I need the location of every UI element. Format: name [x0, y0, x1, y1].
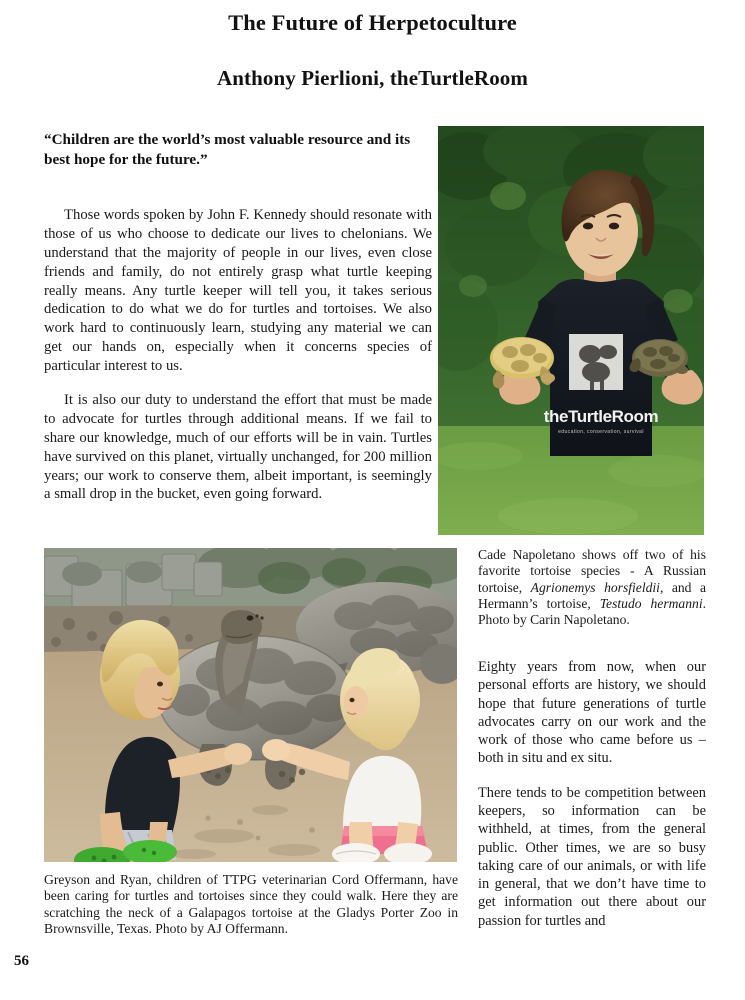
left-paragraph-2: It is also our duty to understand the effort that must be made to advocate for turtles through additional means. If we fail to share our knowledge, much of our efforts will be in vain. Turtles have survived on this planet, virtually unchanged, for 200 million years; our work to conserve them, albeit important, is seemingly a small drop in the bucket, even going forward.	[44, 392, 432, 503]
page-title: The Future of Herpetoculture	[228, 10, 517, 35]
caption-boy-species-russian: Agrionemys horsfieldii	[530, 579, 660, 595]
right-column-body	[478, 658, 706, 930]
right-paragraph-2: There tends to be competition between keepers, so information can be withheld, at times, from the general public. Other times, we are so busy taking care of our animals, or with life in general, that we don’t have time to get information out there about our passion for turtles and	[478, 784, 706, 929]
caption-boy-part-a: Cade Napoletano shows off two of his favorite tortoise species - A Russian tortoise,	[478, 547, 706, 595]
left-paragraph-1: Those words spoken by John F. Kennedy should resonate with those of us who choose to dedicate our lives to chelonians. We understand that the majority of people in our lives, even close friends and family, do not entirely grasp what turtle keeping really means. Any turtle keeper will tell you, it takes serious dedication to do what we do for turtles and tortoises. We also work hard to continuously learn, studying any material we can get our hands on, especially when it concerns species of particular interest to us.	[44, 207, 432, 375]
right-paragraph-1: Eighty years from now, when our personal efforts are history, we should hope that future generations of turtle advocates carry on our work and the work of those who came before us – both in situ and ex situ.	[478, 659, 706, 767]
photo-tortoise-illustration	[44, 548, 457, 862]
caption-photo-boy	[478, 547, 706, 629]
photo-children-with-galapagos-tortoise	[44, 548, 457, 862]
page-number: 56	[14, 953, 29, 969]
caption-boy-part-b: , and a Hermann’s tortoise,	[478, 579, 706, 611]
photo-boy-with-tortoises	[438, 126, 704, 535]
shirt-wordmark: theTurtleRoom	[543, 407, 659, 426]
caption-boy-part-c: . Photo by Carin Napoletano.	[478, 595, 706, 628]
photo-boy-illustration	[438, 126, 704, 535]
left-column-body	[44, 206, 432, 504]
caption-photo-tortoise: Greyson and Ryan, children of TTPG veterinarian Cord Offermann, have been caring for turtles and tortoises since they could walk. Here they are scratching the neck of a Galapagos tortoise at the Gladys Porter Zoo in Brownsville, Texas. Photo by AJ Offermann.	[44, 872, 458, 936]
shirt-subtext: education, conservation, survival	[558, 429, 644, 435]
author-byline: Anthony Pierlioni, theTurtleRoom	[216, 66, 528, 90]
pull-quote: “Children are the world’s most valuable resource and its best hope for the future.”	[44, 131, 411, 169]
caption-boy-species-hermanni: Testudo hermanni	[599, 595, 703, 611]
